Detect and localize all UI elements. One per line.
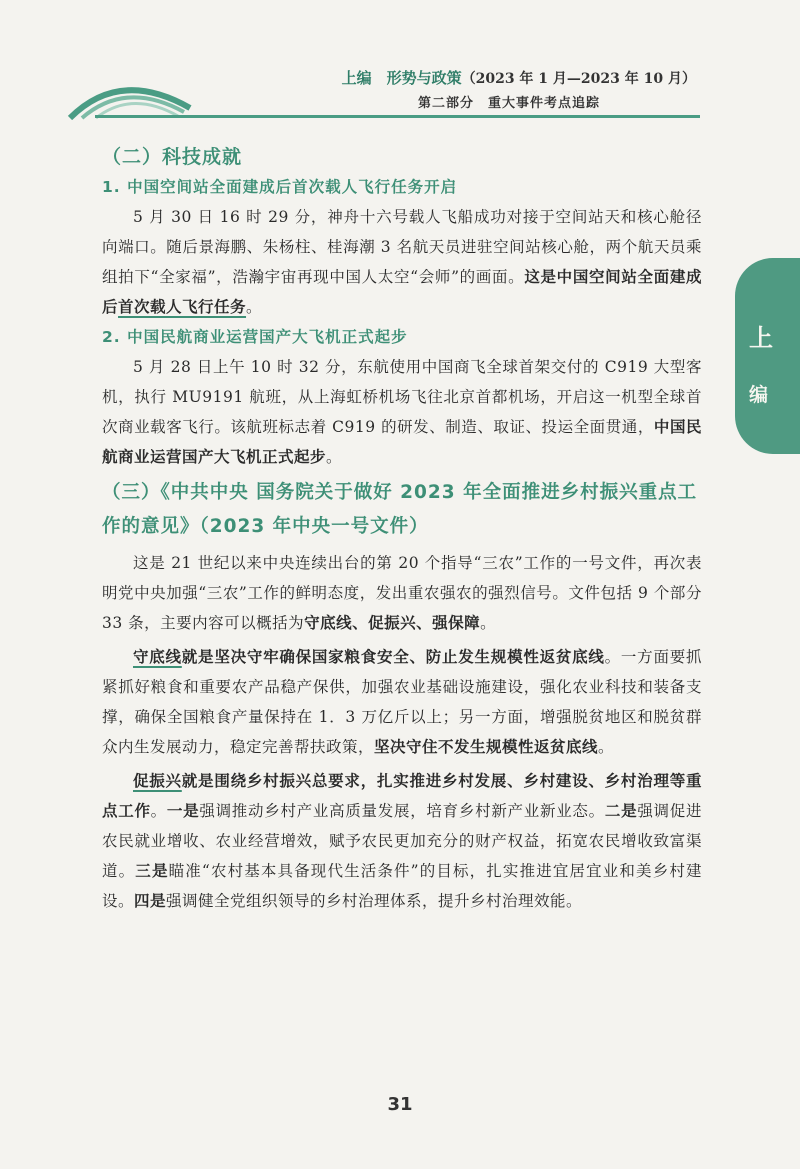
para-2-lead-underline: 守底线 (133, 647, 182, 666)
item-1-text: 5 月 30 日 16 时 29 分，神舟十六号载人飞船成功对接于空间站天和核心舱径向端口。随后景海鹏、朱杨柱、桂海潮 3 名航天员进驻空间站核心舱，两个航天员乘组拍下“全家福”，浩瀚宇宙再现中国人太空“会师”的画面。 (102, 208, 702, 286)
running-header-subtitle: 第二部分 重大事件考点追踪 (417, 96, 600, 111)
para-2-lead-bold: 就是坚决守牢确保国家粮食安全、防止发生规模性返贫底线 (181, 647, 605, 666)
item-1-paragraph (102, 202, 702, 322)
running-header-title (342, 67, 696, 88)
para-3-text-3: 瞄准“农村基本具备现代生活条件”的目标，扎实推进宜居宜业和美乡村建设。 (102, 862, 702, 910)
side-thumb-tab (735, 258, 800, 454)
section-3-paragraph-2 (102, 642, 702, 762)
para-3-text-4: 强调健全党组织领导的乡村治理体系，提升乡村治理效能。 (166, 892, 583, 910)
para-1-text: 这是 21 世纪以来中央连续出台的第 20 个指导“三农”工作的一号文件，再次表明党中央加强“三农”工作的鲜明态度，发出重农强农的强烈信号。文件包括 9 个部分 33 条，主要内容可以概括为 (102, 554, 702, 632)
para-2-text: 。一方面要抓紧抓好粮食和重要农产品稳产保供，加强农业基础设施建设，强化农业科技和装备支撑，确保全国粮食产量保持在 1．3 万亿斤以上；另一方面，增强脱贫地区和脱贫群众内生发展动力，稳定完善帮扶政策， (102, 648, 702, 756)
para-3-key-2: 二是 (604, 801, 638, 820)
item-2-paragraph (102, 352, 702, 472)
section-3-paragraph-1 (102, 548, 702, 638)
item-1-end: 。 (246, 298, 263, 316)
para-3-key-3: 三是 (135, 861, 169, 880)
item-2-end: 。 (326, 448, 343, 466)
side-tab-char-1: 上 (749, 324, 773, 352)
item-1-title: 1. 中国空间站全面建成后首次载人飞行任务开启 (102, 178, 458, 196)
side-tab-char-2: 编 (749, 384, 769, 406)
header-title-date: （2023 年 1 月—2023 年 10 月） (461, 71, 696, 87)
para-3-text-2: 强调促进农民就业增收、农业经营增效，赋予农民更加充分的财产权益，拓宽农民增收致富渠道。 (102, 802, 702, 880)
item-2-title: 2. 中国民航商业运营国产大飞机正式起步 (102, 328, 408, 346)
para-3-sep: 。 (150, 802, 167, 820)
item-1-bold-underline: 首次载人飞行任务 (118, 297, 247, 316)
para-3-text-1: 强调推动乡村产业高质量发展，培育乡村新产业新业态。 (199, 802, 605, 820)
para-2-end: 。 (598, 738, 615, 756)
page-number: 31 (387, 1094, 413, 1115)
header-arc-decoration (60, 60, 200, 120)
section-heading-tech: （二）科技成就 (102, 146, 243, 168)
para-3-key-4: 四是 (134, 891, 167, 910)
item-2-text: 5 月 28 日上午 10 时 32 分，东航使用中国商飞全球首架交付的 C919 大型客机，执行 MU9191 航班，从上海虹桥机场飞往北京首都机场，开启这一机型全球首次商业载客飞行。该航班标志着 C919 的研发、制造、取证、投运全面贯通， (102, 358, 702, 436)
header-title-bold: 上编 形势与政策 (341, 69, 462, 87)
para-1-end: 。 (480, 614, 497, 632)
para-3-lead-underline: 促振兴 (133, 771, 182, 790)
para-3-key-1: 一是 (166, 801, 200, 820)
para-2-bold-end: 坚决守住不发生规模性返贫底线 (374, 737, 599, 756)
section-heading-document: （三）《中共中央 国务院关于做好 2023 年全面推进乡村振兴重点工作的意见》（2023 年中央一号文件） (102, 482, 698, 537)
section-3-paragraph-3 (102, 766, 702, 916)
header-rule (95, 115, 700, 118)
item-1-bold: 这是中国空间站全面建成后 (102, 267, 702, 316)
para-3-lead-bold: 就是围绕乡村振兴总要求，扎实推进乡村发展、乡村建设、乡村治理等重点工作 (102, 771, 702, 820)
item-2-bold: 中国民航商业运营国产大飞机正式起步 (102, 417, 702, 466)
para-1-bold: 守底线、促振兴、强保障 (304, 613, 481, 632)
page-content (102, 142, 702, 916)
